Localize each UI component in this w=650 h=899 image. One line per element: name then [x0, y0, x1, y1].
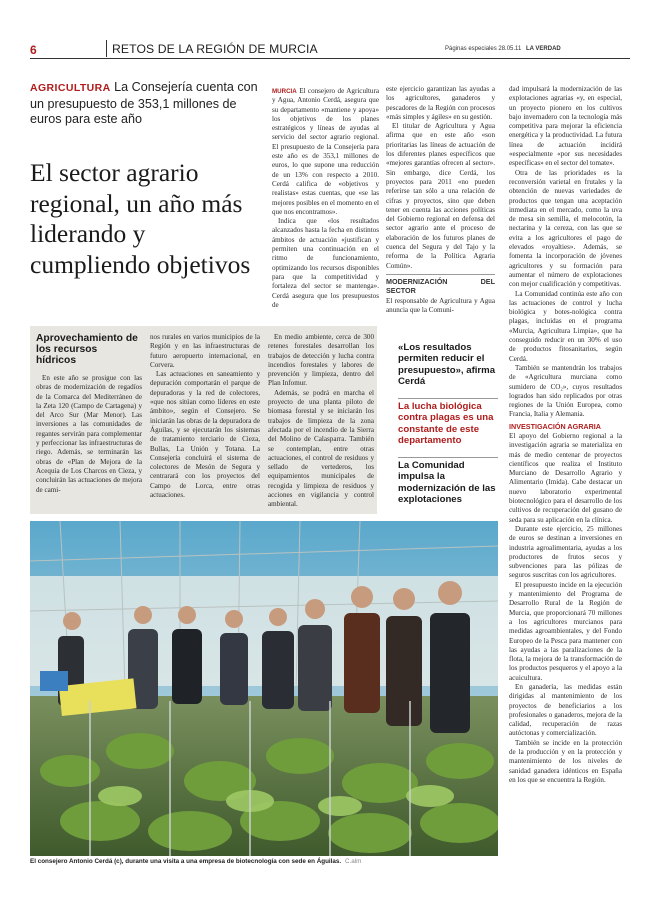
- paragraph: El presupuesto incide en la ejecución y mantenimiento del Programa de Desarrollo Rural de la Región de Murcia, que proporcionará 70 millones a los agricultores murcianos para medidas agroambientales, y del Fondo Europeo de la Pesca para mantener con las ayudas a las paralizaciones de la flota, la mejora de la transformación de los productos pesqueros y el apoyo a la acuicultura.: [509, 580, 622, 682]
- subhead: INVESTIGACIÓN AGRARIA: [509, 421, 601, 431]
- paragraph: La Comunidad continúa este año con las actuaciones de control y lucha biológica y botes-nológica contra plagas, incluidas en el programa «Murcia, Agricultura Limpia», que ha conseguido reducir en un 30% el uso de productos fitosanitarios, según Cerdá.: [509, 289, 622, 363]
- article-column-3: [509, 85, 622, 897]
- sidebar-title: Aprovechamiento de los recursos hídricos: [36, 333, 138, 366]
- pull-quote-2: La lucha biológica contra plagas es una constante de este departamento: [398, 401, 494, 447]
- photo-caption: El consejero Antonio Cerdá (c), durante una visita a una empresa de biotecnología con sede en Águilas. C.alm: [30, 858, 362, 865]
- paragraph: El titular de Agricultura y Agua afirma que en este año «son prioritarias las líneas de actuación de los diferentes planes específicos que «mejores garantías ofrecen al sector». Sin embargo, dice Cerdá, los proyectos para 2011 «no pueden referirse tan sólo a una relación de cifras y proyectos, sino que deben tener en cuenta las acciones políticas del Gobierno regional en defensa del sector agrario ante el proceso de elaboración de los futuros planes de cuenca del Segura y del Tajo y la reforma de la Política Agraria Común».: [386, 122, 495, 270]
- paragraph: este ejercicio garantizan las ayudas a los agricultores, ganaderos y pescadores de la Región con procesos «más simples y ágiles» en su gestión.: [386, 85, 495, 121]
- header-rule: [30, 58, 630, 59]
- paragraph: El responsable de Agricultura y Agua anuncia que la Comuni-: [386, 296, 495, 314]
- paragraph: Otra de las prioridades es la reconversión varietal en frutales y la obtención de nuevas variedades de productos que tengan una aceptación inmediata en el mercado, como la uva de mesa sin semilla, el melocotón, la nectarina y la cereza, con las que se evita a los agricultores el pago de elevados «royalties». Además, se fomenta la incorporación de jóvenes agricultores y su formación para aumentar el número de explotaciones con mejor cualificación y competitivas.: [509, 168, 622, 289]
- paragraph: Además, se podrá en marcha el proyecto de una planta piloto de biomasa forestal y se iniciarán los trabajos de limpieza de la zona afectada por el incendio de la Sierra del Molino de Calasparra. También se contemplan, entre otras actuaciones, el control de residuos y sellado de vertederos, los equipamientos municipales de recogida y limpieza de residuos y acciones en vigilancia y control ambiental.: [268, 388, 374, 509]
- article-column-1: [272, 87, 379, 309]
- header-divider: [106, 40, 107, 57]
- pull-quote-1: «Los resultados permiten reducir el presupuesto», afirma Cerdá: [398, 342, 496, 388]
- quote-divider: [398, 398, 498, 399]
- kicker: [30, 80, 260, 128]
- sidebar-column-3: [268, 333, 374, 510]
- photo-credit: C.alm: [344, 858, 362, 865]
- sidebar-column-2: [150, 333, 260, 510]
- headline: El sector agrario regional, un año más liderando y cumpliendo objetivos: [30, 158, 251, 279]
- greenhouse-illustration: [30, 521, 498, 856]
- paragraph: Durante este ejercicio, 25 millones de euros se destinan a inversiones en industria agroalimentaria, ayudas a los productores de frutos secos y subvenciones para las pólizas de seguros suscritas con los agricultores.: [509, 524, 622, 580]
- paragraph: También se incide en la protección de la producción y en la protección y mantenimiento de los niveles de sanidad ganadera idénticos en España en los que se encuentra la Región.: [509, 738, 622, 784]
- subhead: MODERNIZACIÓN DEL SECTOR: [386, 276, 495, 296]
- page-number: 6: [30, 43, 37, 57]
- paragraph: En este año se prosigue con las obras de modernización de regadíos de la Comarca del Mediterráneo de la Zeta 120 (Campo de Cartagena) y del Arco Sur (Mar Menor). Las inversiones a las comunidades de regantes servirán para complementar y perfeccionar las infraestructuras de riego. Además, se terminarán las obras de «Plan de Mejora de la Acequia de Los Charcos en Cieza, y concluirán las actuaciones de mejora de cami-: [36, 374, 142, 494]
- section-title: RETOS DE LA REGIÓN DE MURCIA: [112, 42, 318, 56]
- paragraph: Las actuaciones en saneamiento y depuración comportarán el parque de depuradoras y la red de colectores, «que nos sitúan como líderes en este ámbito», según el Consejero. Se iniciarán las obras de la depuradora de Águilas, y se ejecutarán los sistemas de tratamiento terciario de Cieza, Bullas, La Unión y Totana. La Consejería concluirá el sistema de colectores de Mesón de Segura y centrarará con los proyectos del Campo de Lorca, entre otras actuaciones.: [150, 370, 260, 500]
- sidebar-column-1: [36, 374, 142, 510]
- pull-quote-3: La Comunidad impulsa la modernización de las explotaciones: [398, 460, 496, 506]
- photo: [30, 521, 498, 856]
- brand-name: LA VERDAD: [525, 46, 561, 52]
- paragraph: En ganadería, las medidas están dirigidas al mantenimiento de los proyectos de beneficiarios a los profesionales o ganaderos, mejora de la calidad, recuperación de razas autóctonas y comercialización.: [509, 683, 622, 738]
- paragraph: En medio ambiente, cerca de 300 retenes forestales desarrollan los trabajos de detección y lucha contra incendios forestales y labores de prevención y limpieza, dentro del Plan Infomur.: [268, 333, 374, 388]
- paragraph: nos rurales en varios municipios de la Región y en las infraestructuras de futuro aeropuerto internacional, en Corvera.: [150, 333, 260, 369]
- paragraph: dad impulsará la modernización de las explotaciones agrarias «y, en especial, un proyecto pionero en los cultivos bajo invernadero con la tecnología más competitiva para mejorar la eficiencia energética y la productividad. La futura línea de actuación incidirá «especialmente «por sus necesidades específicas» en el sector del tomate».: [509, 85, 622, 168]
- paragraph: Indica que «los resultados alcanzados hasta la fecha en distintos ámbitos de actuación «justifican y permiten una continuación en el ritmo de funcionamiento, optimizando los recursos disponibles para que la competitividad y fortaleza del sector se mantenga». Cerdá asegura que los presupuestos de: [272, 217, 379, 309]
- header-date: Páginas especiales 28.05.11 LA VERDAD: [445, 46, 561, 52]
- paragraph: MURCIA El consejero de Agricultura y Agua, Antonio Cerdá, asegura que su departamento «mantiene y apoya» los objetivos de los planes estratégicos y líneas de ayudas al servicio del sector agrario regional. El presupuesto de la Consejería para este año es de 353,1 millones de euros, lo que supone una reducción de un 13% con respecto a 2010. Cerdá califica de «objetivos y realistas» estas cuentas, que «se las mejores posibles en el momento en el que nos encontramos».: [272, 87, 379, 216]
- quote-divider: [398, 457, 498, 458]
- kicker-text: La Consejería cuenta con un presupuesto de 353,1 millones de euros para este año: [30, 80, 258, 126]
- paragraph: El apoyo del Gobierno regional a la investigación agraria se materializa en más de medio centenar de proyectos científicos que realiza el Instituto Murciano de Desarrollo Agrario y Alimentario (Imida). Cabe destacar un nuevo laboratorio experimental biotecnológico para el desarrollo de los cultivos de recuperación del gusano de seda para su aplicación en la clínica.: [509, 431, 622, 524]
- kicker-label: AGRICULTURA: [30, 82, 111, 94]
- paragraph: También se mantendrán los trabajos de «Agricultura murciana como sumidero de CO₂», cuyos resultados logrados han sido replicados por otras regiones de la Unión Europea, como Francia, Italia y Alemania.: [509, 363, 622, 419]
- article-column-2: [386, 85, 495, 365]
- divider: [386, 274, 495, 275]
